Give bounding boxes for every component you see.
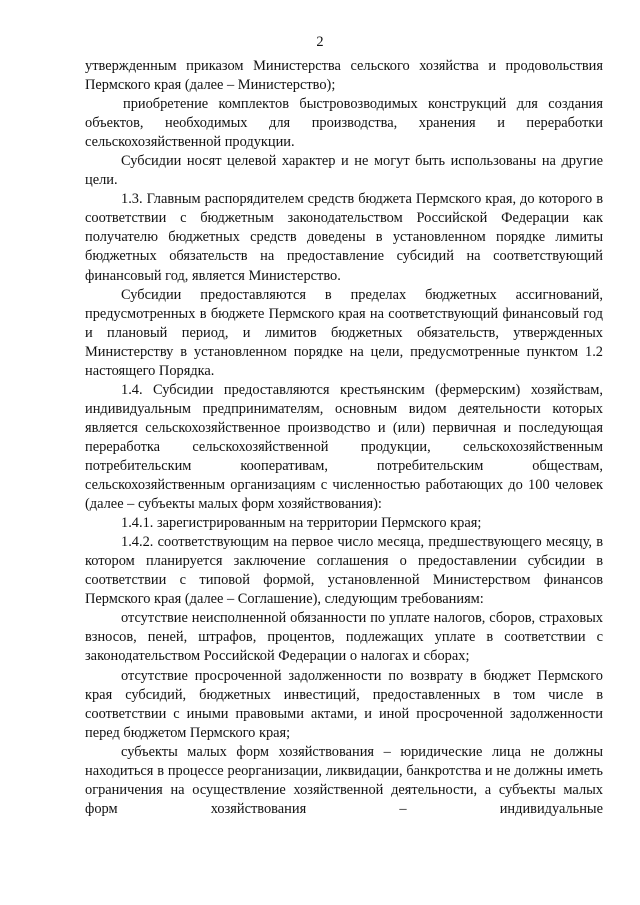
paragraph-3: Субсидии носят целевой характер и не могут быть использованы на другие цели. (85, 153, 603, 189)
document-body (85, 57, 603, 819)
paragraph-5: Субсидии предоставляются в пределах бюджетных ассигнований, предусмотренных в бюджете Пермского края на соответствующий финансовый год и плановый период, и лимитов бюджетных обязательств, утвержденных Министерству в установленном порядке на цели, предусмотренные пунктом 1.2 настоящего Порядка. (85, 286, 603, 379)
paragraph-1: утвержденным приказом Министерства сельского хозяйства и продовольствия Пермского края (далее – Министерство); (85, 58, 603, 94)
page-number: 2 (316, 34, 324, 50)
paragraph-2: приобретение комплектов быстровозводимых конструкций для создания объектов, необходимых для производства, хранения и переработки сельскохозяйственной продукции. (85, 96, 603, 151)
paragraph-4: 1.3. Главным распорядителем средств бюджета Пермского края, до которого в соответствии с бюджетным законодательством Российской Федерации как получателю бюджетных средств доведены в установленном порядке лимиты бюджетных обязательств на предоставление субсидий на соответствующий финансовый год, является Министерство. (85, 191, 603, 284)
paragraph-6: 1.4. Субсидии предоставляются крестьянским (фермерским) хозяйствам, индивидуальным предпринимателям, основным видом деятельности которых является сельскохозяйственное производство и (или) первичная и последующая переработка сельскохозяйственной продукции, сельскохозяйственным потребительским кооперативам, потребительским обществам, сельскохозяйственным организациям с численностью работающих до 100 человек (далее – субъекты малых форм хозяйствования): (85, 381, 603, 513)
paragraph-8: 1.4.2. соответствующим на первое число месяца, предшествующего месяцу, в котором планируется заключение соглашения о предоставлении субсидии в соответствии с типовой формой, установленной Министерством финансов Пермского края (далее – Соглашение), следующим требованиям: (85, 534, 603, 608)
paragraph-7: 1.4.1. зарегистрированным на территории Пермского края; (121, 515, 482, 532)
paragraph-11: субъекты малых форм хозяйствования – юридические лица не должны находиться в процессе реорганизации, ликвидации, банкротства и не должны иметь ограничения на осуществление хозяйственной деятельности, а субъекты малых форм хозяйствования – индивидуальные (85, 743, 603, 817)
paragraph-10: отсутствие просроченной задолженности по возврату в бюджет Пермского края субсидий, бюджетных инвестиций, предоставленных в том числе в соответствии с иными правовыми актами, и иной просроченной задолженности перед бюджетом Пермского края; (85, 667, 603, 741)
paragraph-9: отсутствие неисполненной обязанности по уплате налогов, сборов, страховых взносов, пеней, штрафов, процентов, подлежащих уплате в соответствии с законодательством Российской Федерации о налогах и сборах; (85, 610, 603, 665)
